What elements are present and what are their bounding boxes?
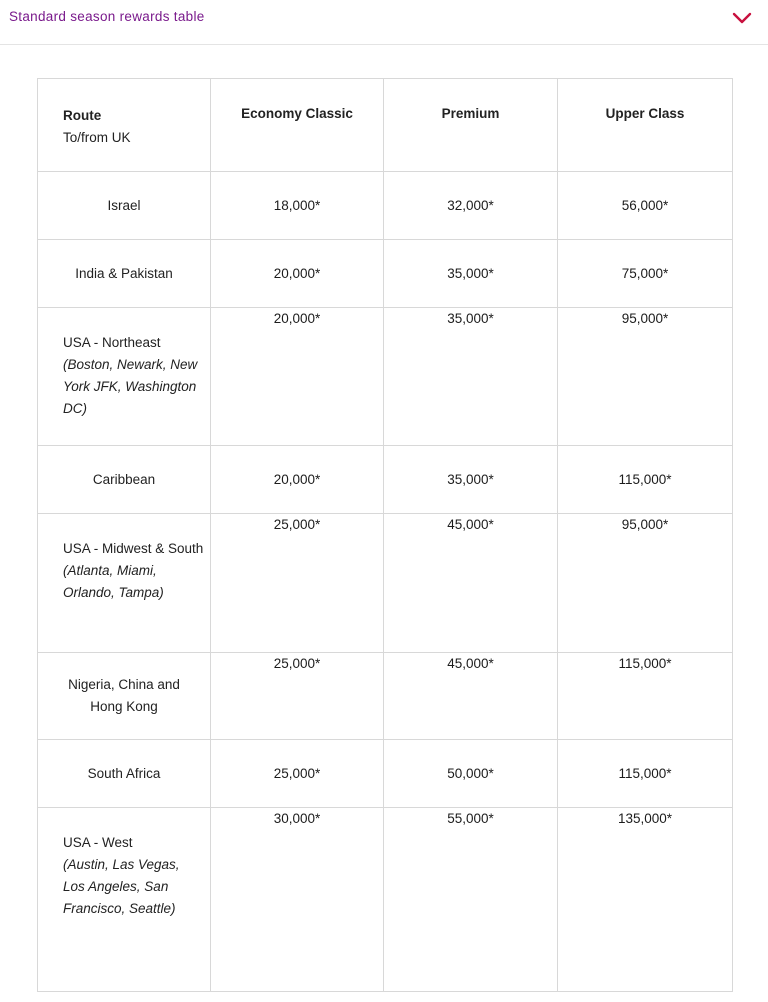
route-cell: Caribbean bbox=[38, 446, 211, 514]
rewards-table bbox=[37, 78, 733, 992]
route-cell: India & Pakistan bbox=[38, 240, 211, 308]
header-upper: Upper Class bbox=[558, 79, 733, 172]
chevron-down-icon[interactable] bbox=[732, 11, 752, 25]
premium-value: 35,000* bbox=[384, 308, 558, 446]
premium-value: 45,000* bbox=[384, 514, 558, 653]
route-cell bbox=[38, 808, 211, 992]
upper-value: 75,000* bbox=[558, 240, 733, 308]
table-row bbox=[38, 740, 733, 808]
table-header-row bbox=[38, 79, 733, 172]
header-premium: Premium bbox=[384, 79, 558, 172]
upper-value: 135,000* bbox=[558, 808, 733, 992]
route-cell: Israel bbox=[38, 172, 211, 240]
economy-value: 20,000* bbox=[211, 308, 384, 446]
table-row bbox=[38, 308, 733, 446]
upper-value: 95,000* bbox=[558, 308, 733, 446]
route-cities: (Austin, Las Vegas, Los Angeles, San Francisco, Seattle) bbox=[63, 857, 180, 916]
table-row bbox=[38, 808, 733, 992]
table-row bbox=[38, 240, 733, 308]
route-name: USA - West bbox=[63, 835, 133, 850]
premium-value: 35,000* bbox=[384, 240, 558, 308]
premium-value: 55,000* bbox=[384, 808, 558, 992]
table-row bbox=[38, 446, 733, 514]
economy-value: 25,000* bbox=[211, 740, 384, 808]
economy-value: 18,000* bbox=[211, 172, 384, 240]
route-cell bbox=[38, 514, 211, 653]
premium-value: 32,000* bbox=[384, 172, 558, 240]
accordion-header[interactable] bbox=[0, 0, 768, 45]
upper-value: 115,000* bbox=[558, 653, 733, 740]
upper-value: 115,000* bbox=[558, 740, 733, 808]
table-row bbox=[38, 172, 733, 240]
route-cell: South Africa bbox=[38, 740, 211, 808]
economy-value: 20,000* bbox=[211, 240, 384, 308]
table-row bbox=[38, 514, 733, 653]
premium-value: 50,000* bbox=[384, 740, 558, 808]
upper-value: 95,000* bbox=[558, 514, 733, 653]
economy-value: 25,000* bbox=[211, 653, 384, 740]
header-economy: Economy Classic bbox=[211, 79, 384, 172]
route-cell: Nigeria, China and Hong Kong bbox=[38, 653, 211, 740]
route-name: USA - Northeast bbox=[63, 335, 161, 350]
route-cell bbox=[38, 308, 211, 446]
route-name: USA - Midwest & South bbox=[63, 541, 204, 556]
header-route bbox=[38, 79, 211, 172]
upper-value: 115,000* bbox=[558, 446, 733, 514]
header-route-sublabel: To/from UK bbox=[63, 130, 131, 145]
route-cities: (Atlanta, Miami, Orlando, Tampa) bbox=[63, 563, 164, 600]
route-cities: (Boston, Newark, New York JFK, Washington DC) bbox=[63, 357, 198, 416]
accordion-title[interactable]: Standard season rewards table bbox=[9, 9, 205, 24]
economy-value: 25,000* bbox=[211, 514, 384, 653]
premium-value: 45,000* bbox=[384, 653, 558, 740]
premium-value: 35,000* bbox=[384, 446, 558, 514]
upper-value: 56,000* bbox=[558, 172, 733, 240]
header-route-label: Route bbox=[63, 108, 102, 123]
economy-value: 20,000* bbox=[211, 446, 384, 514]
table-row bbox=[38, 653, 733, 740]
economy-value: 30,000* bbox=[211, 808, 384, 992]
